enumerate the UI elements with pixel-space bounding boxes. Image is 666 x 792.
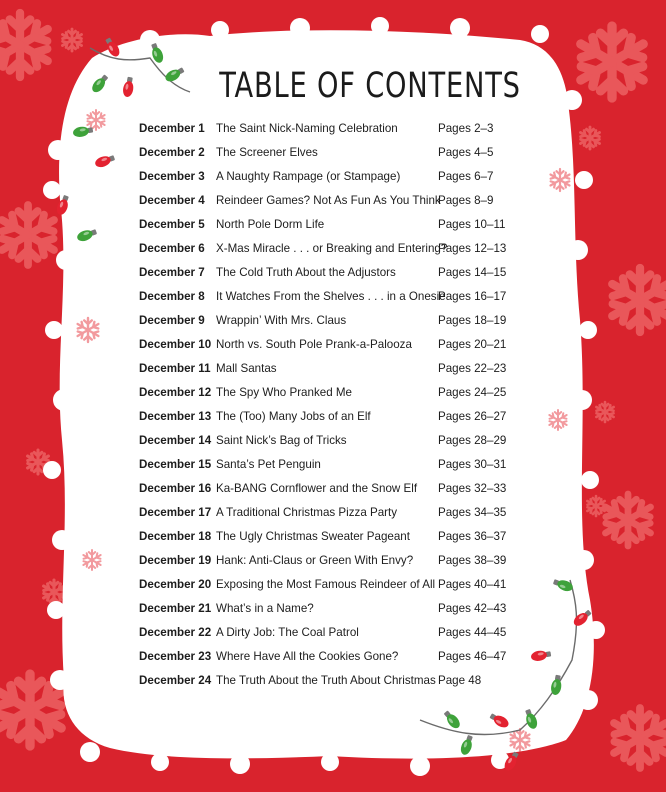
toc-entry-title: Wrappin’ With Mrs. Claus [216,314,347,327]
toc-entry-title: The Cold Truth About the Adjustors [216,266,396,279]
toc-entry [139,309,539,333]
toc-entry-day: December 14 [139,434,212,447]
toc-entry-title: Saint Nick’s Bag of Tricks [216,434,347,447]
toc-entry-pages: Pages 44–45 [438,626,507,639]
toc-entry-title: Ka-BANG Cornflower and the Snow Elf [216,482,418,495]
toc-entry-pages: Pages 32–33 [438,482,507,495]
toc-entry-title: North vs. South Pole Prank-a-Palooza [216,338,412,351]
toc-entry-title: What’s in a Name? [216,602,314,615]
table-of-contents [139,117,539,693]
toc-entry-title: A Naughty Rampage (or Stampage) [216,170,401,183]
toc-entry-day: December 4 [139,194,205,207]
toc-entry [139,261,539,285]
toc-entry-pages: Pages 46–47 [438,650,507,663]
toc-entry-day: December 2 [139,146,205,159]
toc-entry-pages: Pages 30–31 [438,458,507,471]
toc-entry-title: A Traditional Christmas Pizza Party [216,506,398,519]
toc-entry-title: The Saint Nick-Naming Celebration [216,122,398,135]
toc-entry-title: X-Mas Miracle . . . or Breaking and Entering? [216,242,448,255]
toc-entry-pages: Pages 36–37 [438,530,507,543]
toc-entry-title: The (Too) Many Jobs of an Elf [216,410,371,423]
page-title: TABLE OF CONTENTS [219,66,521,106]
toc-entry-day: December 15 [139,458,212,471]
toc-entry [139,189,539,213]
toc-entry-title: North Pole Dorm Life [216,218,325,231]
toc-entry-title: The Spy Who Pranked Me [216,386,352,399]
toc-entry [139,141,539,165]
toc-entry-day: December 3 [139,170,205,183]
toc-entry-pages: Pages 12–13 [438,242,507,255]
toc-entry-pages: Pages 40–41 [438,578,507,591]
toc-entry-title: It Watches From the Shelves . . . in a Onesie [216,290,446,303]
toc-entry-pages: Pages 34–35 [438,506,507,519]
toc-entry [139,405,539,429]
toc-entry-pages: Pages 22–23 [438,362,507,375]
toc-entry-title: Hank: Anti-Claus or Green With Envy? [216,554,414,567]
toc-entry [139,117,539,141]
toc-entry [139,549,539,573]
toc-entry-day: December 24 [139,674,212,687]
toc-entry-day: December 20 [139,578,212,591]
toc-entry-pages: Pages 38–39 [438,554,507,567]
toc-entry-title: Mall Santas [216,362,277,375]
toc-entry [139,453,539,477]
toc-entry [139,333,539,357]
toc-entry-day: December 21 [139,602,212,615]
toc-entry-pages: Page 48 [438,674,482,687]
toc-entry [139,597,539,621]
toc-entry [139,357,539,381]
toc-entry-day: December 13 [139,410,212,423]
toc-entry-day: December 7 [139,266,205,279]
toc-entry-pages: Pages 8–9 [438,194,494,207]
toc-entry-title: Where Have All the Cookies Gone? [216,650,399,663]
toc-entry-pages: Pages 4–5 [438,146,494,159]
toc-entry-day: December 1 [139,122,205,135]
toc-entry-day: December 19 [139,554,212,567]
toc-entry-title: Santa’s Pet Penguin [216,458,321,471]
toc-entry [139,573,539,597]
toc-entry-day: December 22 [139,626,212,639]
toc-entry [139,645,539,669]
toc-entry-pages: Pages 42–43 [438,602,507,615]
toc-entry [139,213,539,237]
toc-entry-title: The Screener Elves [216,146,318,159]
toc-entry [139,525,539,549]
toc-entry-pages: Pages 28–29 [438,434,507,447]
toc-entry [139,237,539,261]
toc-entry-day: December 12 [139,386,212,399]
toc-entry-day: December 16 [139,482,212,495]
toc-entry [139,381,539,405]
toc-entry-pages: Pages 10–11 [438,218,506,231]
toc-entry-day: December 23 [139,650,212,663]
toc-entry-day: December 11 [139,362,211,375]
toc-entry-title: The Truth About the Truth About Christmas [216,674,436,687]
toc-entry [139,165,539,189]
toc-entry-pages: Pages 26–27 [438,410,507,423]
toc-entry-title: Exposing the Most Famous Reindeer of All [216,578,436,591]
toc-entry-pages: Pages 14–15 [438,266,507,279]
toc-entry-day: December 8 [139,290,205,303]
toc-entry [139,621,539,645]
toc-entry-pages: Pages 24–25 [438,386,507,399]
toc-entry-pages: Pages 6–7 [438,170,494,183]
toc-entry [139,669,539,693]
toc-entry-day: December 6 [139,242,205,255]
toc-entry-day: December 9 [139,314,205,327]
toc-entry-title: The Ugly Christmas Sweater Pageant [216,530,410,543]
toc-entry-pages: Pages 20–21 [438,338,507,351]
toc-entry-title: Reindeer Games? Not As Fun As You Think [216,194,441,207]
toc-entry-day: December 18 [139,530,212,543]
toc-entry-day: December 17 [139,506,212,519]
toc-entry [139,285,539,309]
toc-entry-day: December 5 [139,218,205,231]
toc-entry [139,477,539,501]
toc-entry-pages: Pages 2–3 [438,122,494,135]
toc-entry-pages: Pages 16–17 [438,290,507,303]
toc-entry-pages: Pages 18–19 [438,314,507,327]
toc-entry [139,501,539,525]
toc-entry [139,429,539,453]
toc-entry-title: A Dirty Job: The Coal Patrol [216,626,359,639]
toc-entry-day: December 10 [139,338,212,351]
